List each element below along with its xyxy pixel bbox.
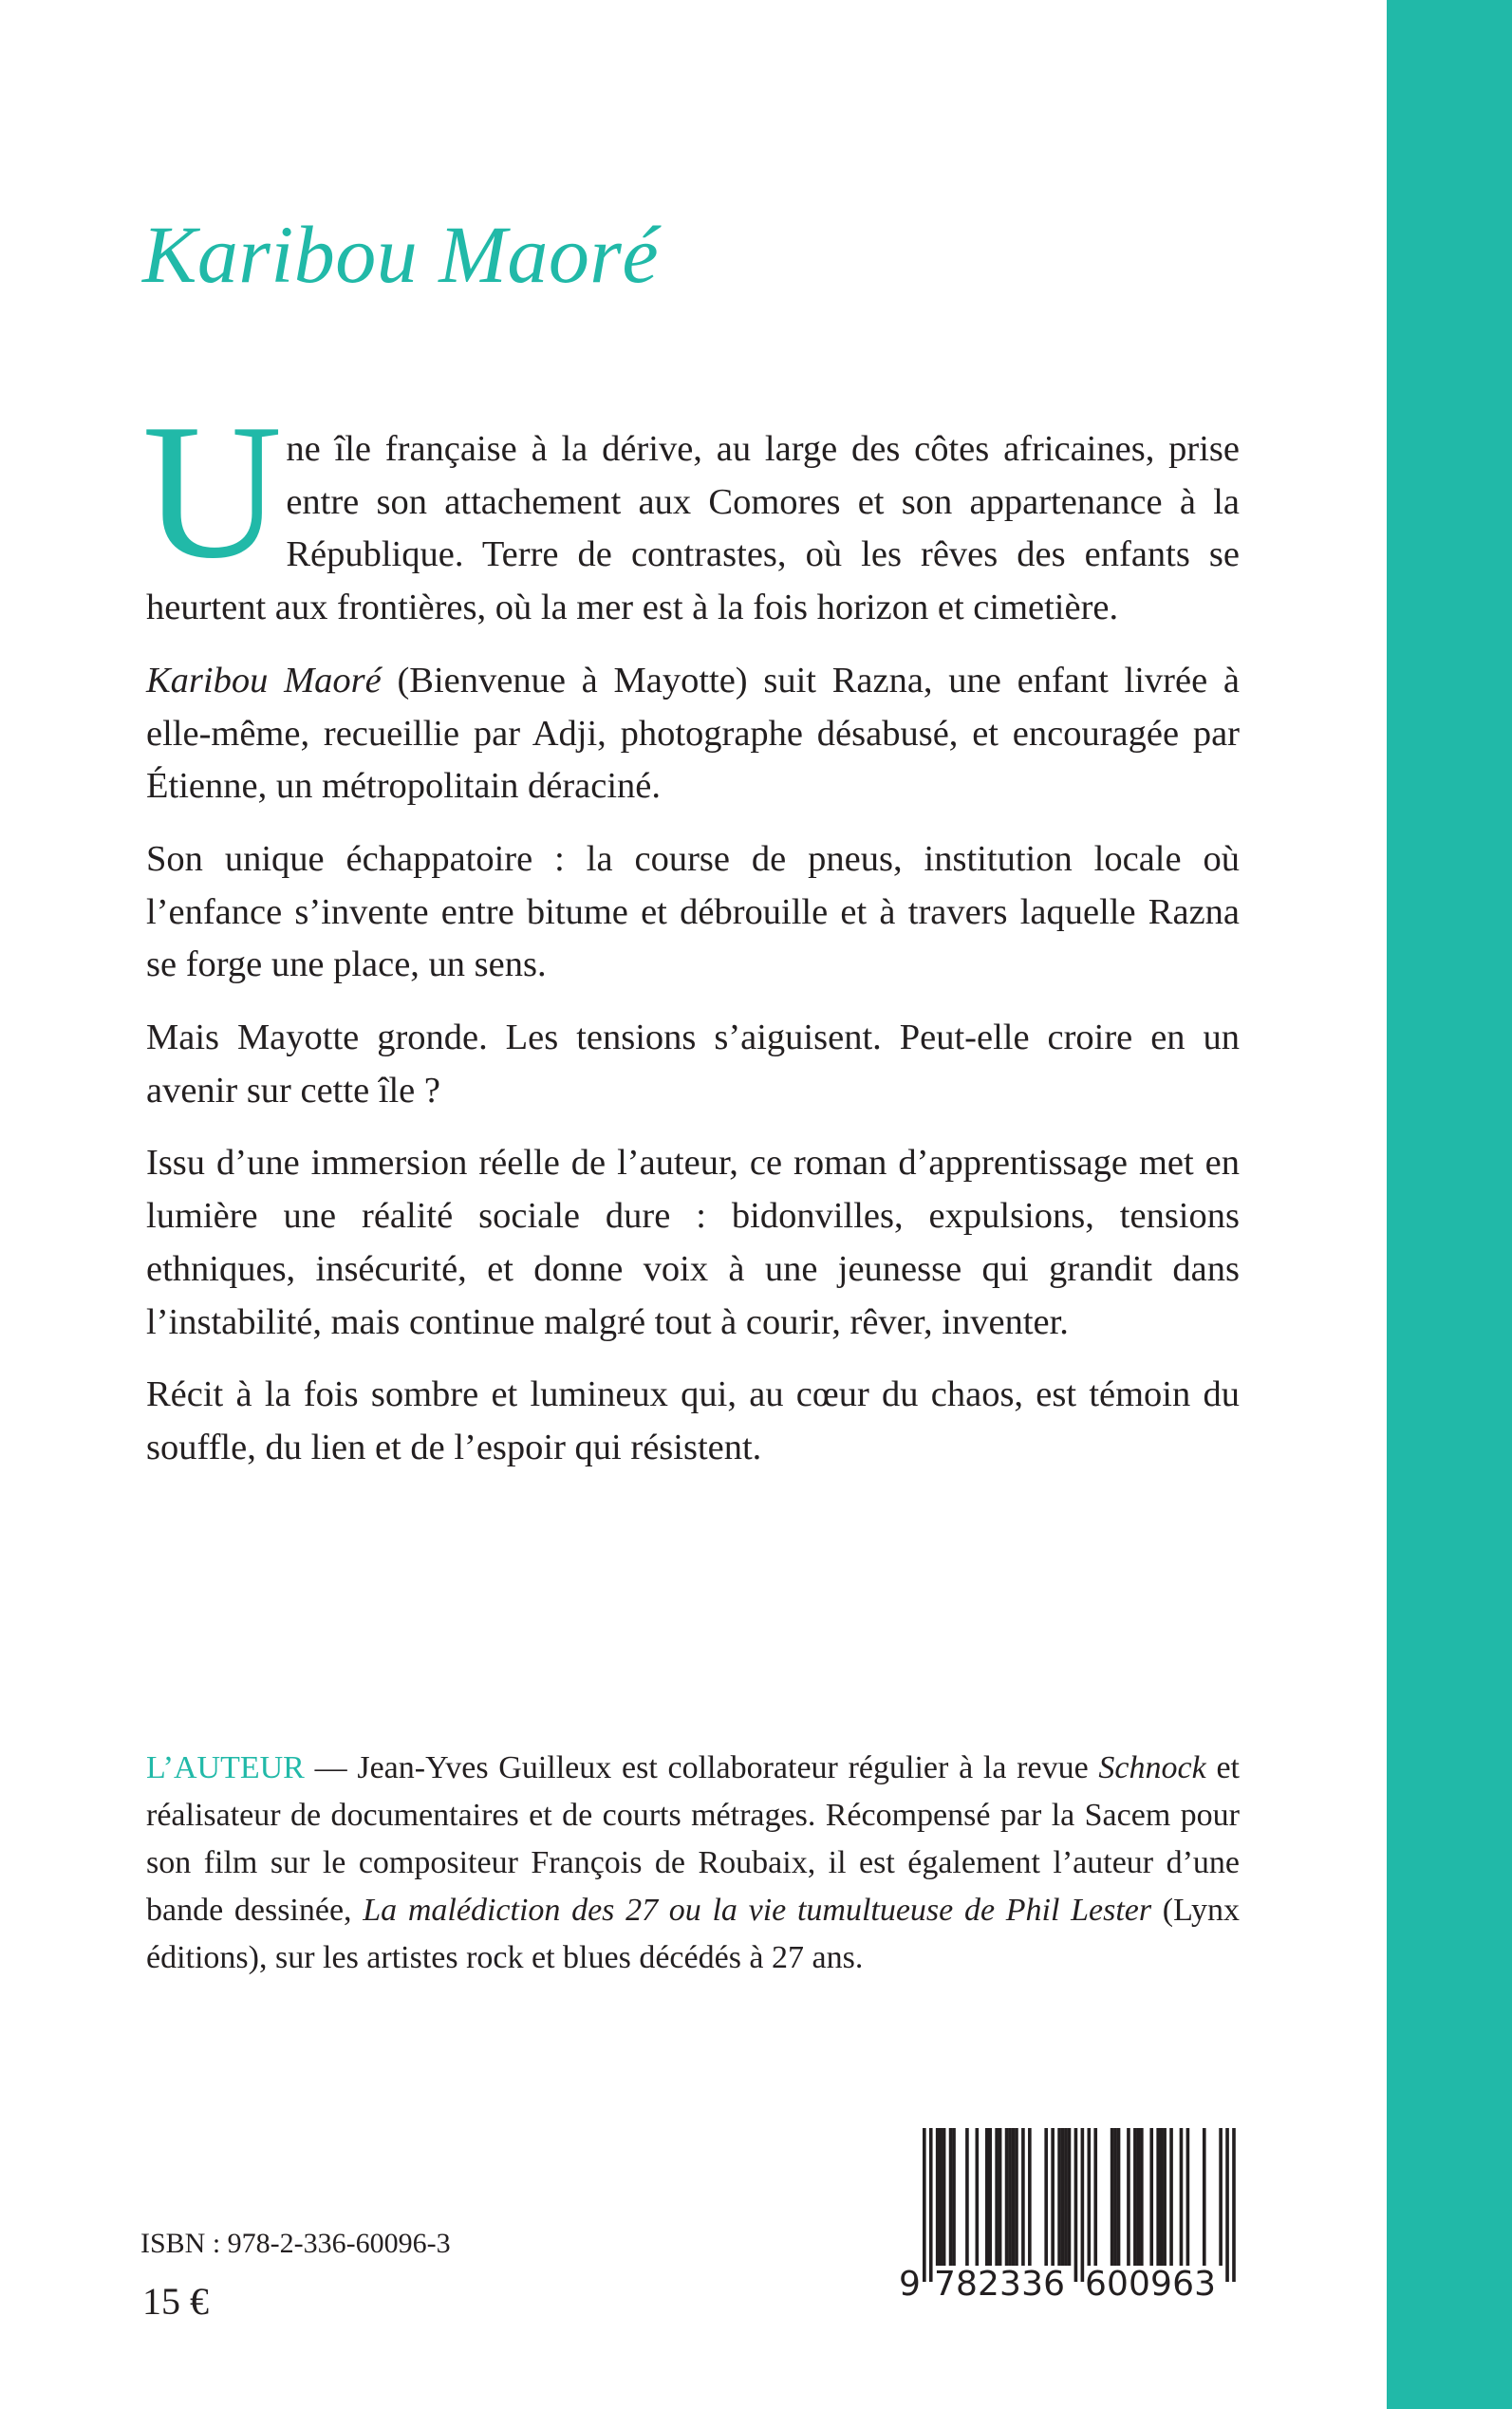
blurb-paragraph-1 (142, 384, 1240, 635)
barcode-bars-icon (897, 2128, 1239, 2299)
author-bio-text-2: et réalisateur de documentaires et de courts métrages. Récompensé par la Sacem pour son film sur le compositeur François de Roubaix, il est également l’auteur d’une bande dessinée, (146, 1750, 1240, 1928)
barcode-first-digit: 9 (899, 2265, 921, 2299)
blurb-paragraph-2-text: (Bienvenue à Mayotte) suit Razna, une enfant livrée à elle-même, recueillie par Adji, photographe désabusé, et encouragée par Étienne, un métropolitain déraciné. (146, 660, 1240, 807)
barcode-right-digits: 600963 (1085, 2265, 1216, 2299)
back-cover-blurb (142, 384, 1240, 1495)
blurb-paragraph-4: Mais Mayotte gronde. Les tensions s’aiguisent. Peut-elle croire en un avenir sur cette île ? (146, 1018, 1240, 1111)
author-label: L’AUTEUR (146, 1750, 305, 1785)
ean13-barcode (897, 2128, 1239, 2299)
spine-color-band (1387, 0, 1512, 2409)
blurb-paragraph-2 (146, 655, 1240, 813)
author-bio-text-1: — Jean-Yves Guilleux est collaborateur régulier à la revue (304, 1750, 1099, 1785)
isbn-number: ISBN : 978-2-336-60096-3 (140, 2228, 451, 2259)
author-bio (146, 1745, 1240, 1982)
comic-title: La malédiction des 27 ou la vie tumultueuse de Phil Lester (363, 1893, 1152, 1928)
book-title: Karibou Maoré (142, 209, 659, 300)
author-bio-text-3: (Lynx éditions), sur les artistes rock et blues décédés à 27 ans. (146, 1893, 1241, 1975)
magazine-title: Schnock (1098, 1750, 1206, 1785)
blurb-paragraph-6: Récit à la fois sombre et lumineux qui, au cœur du chaos, est témoin du souffle, du lien et de l’espoir qui résistent. (146, 1374, 1240, 1467)
barcode-left-digits: 782336 (934, 2265, 1065, 2299)
blurb-paragraph-1-text: ne île française à la dérive, au large des côtes africaines, prise entre son attachement aux Comores et son appartenance à la République. Terre de contrastes, où les rêves des enfants se heurtent aux frontières, où la mer est à la fois horizon et cimetière. (146, 429, 1240, 628)
blurb-paragraph-3: Son unique échappatoire : la course de pneus, institution locale où l’enfance s’invente entre bitume et débrouille et à travers laquelle Razna se forge une place, un sens. (146, 838, 1240, 985)
price: 15 € (142, 2280, 209, 2323)
blurb-italic-title: Karibou Maoré (146, 660, 382, 700)
blurb-paragraph-5: Issu d’une immersion réelle de l’auteur, ce roman d’apprentissage met en lumière une réalité sociale dure : bidonvilles, expulsions, tensions ethniques, insécurité, et donne voix à une jeunesse qui grandit dans l’instabilité, mais continue malgré tout à courir, rêver, inventer. (146, 1143, 1240, 1342)
drop-cap-letter: U (142, 384, 283, 599)
